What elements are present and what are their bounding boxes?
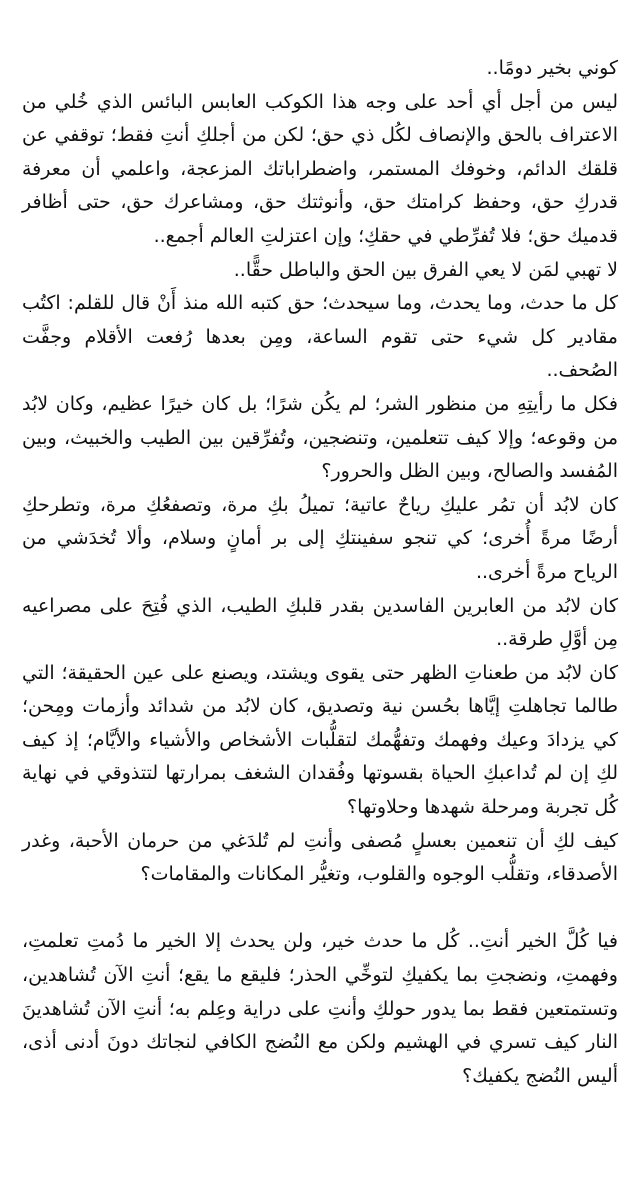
paragraph-truth: لا تهبي لمَن لا يعي الفرق بين الحق والباطل حقًّا..	[233, 258, 618, 281]
paragraph-closing: فيا كُلَّ الخير أنتِ.. كُل ما حدث خير، ولن يحدث إلا الخير ما دُمتِ تعلمتِ، وفهمتِ، ونضجتِ بما يكفيكِ لتوخِّي الحذر؛ فليقع ما يقع؛ أنتِ الآن تُشاهدين، وتستمتعين فقط بما يدور حولكِ وأنتِ على دراية وعِلم به؛ أنتِ الآن تُشاهدينَ النار كيف تسري في الهشيم ولكن مع النُضج الكافي لنجاتك دونَ أدنى أذى، أليس النُضج يكفيك؟	[22, 930, 618, 1087]
paragraph-passersby: كان لابُد من العابرين الفاسدين بقدر قلبكِ الطيب، الذي فُتِحَ على مصراعيه مِن أوَّلِ طرقة..	[22, 594, 618, 651]
paragraph-winds: كان لابُد أن تمُر عليكِ رياحٌ عاتية؛ تميلُ بكِ مرة، وتصفعُكِ مرة، وتطرحكِ أرضًا مرةً أُخرى؛ كي تنجو سفينتكِ إلى بر أمانٍ وسلام، وألا تُخدَشي من الرياح مرةً أخرى..	[22, 493, 618, 583]
paragraph-destiny: كل ما حدث، وما يحدث، وما سيحدث؛ حق كتبه الله منذ أَنْ قال للقلم: اكتُب مقادير كل شيء حتى تقوم الساعة، ومِن بعدها رُفعت الأقلام وجفَّت الصُحف..	[22, 292, 618, 382]
paragraph-opening: كوني بخير دومًا..	[486, 57, 618, 79]
paragraph-good-in-evil: فكل ما رأيتِهِ من منظور الشر؛ لم يكُن شرًا؛ بل كان خيرًا عظيم، وكان لابُد من وقوعه؛ وإلا كيف تتعلمين، وتنضجين، وتُفرِّقين بين الطيب والخبيث، وبين المُفسد والصالح، وبين الظل والحرور؟	[22, 392, 618, 483]
blank-line	[22, 892, 618, 926]
paragraph-honey: كيف لكِ أن تنعمين بعسلٍ مُصفى وأنتِ لم تُلدَغي من حرمان الأحبة، وغدر الأصدقاء، وتقلُّب الوجوه والقلوب، وتغيُّر المكانات والمقامات؟	[22, 829, 618, 886]
paragraph-hardships: كان لابُد من طعناتِ الظهر حتى يقوى ويشتد، ويصنع على عين الحقيقة؛ التي طالما تجاهلتِ إيَّاها بحُسن نية وتصديق، كان لابُد من شدائد وأزمات ومِحن؛ كي يزدادَ وعيك وفهمك وتفهُّمك لتقلُّبات الأشخاص والأشياء والأيَّام؛ إذ كيف لكِ إن لم تُداعبكِ الحياة بقسوتها وفُقدان الشغف بمرارتها لتتذوقي في نهاية كُل تجربة ومرحلة شهدها وحلاوتها؟	[22, 661, 618, 819]
paragraph-rights: ليس من أجل أي أحد على وجه هذا الكوكب العابس البائس الذي خُلي من الاعتراف بالحق والإنصاف لكُل ذي حق؛ لكن من أجلكِ أنتِ فقط؛ توقفي عن قلقك الدائم، وخوفك المستمر، واضطراباتك المزعجة، واعلمي أن معرفة قدركِ حق، وحفظ كرامتك حق، وأنوثتك حق، ومشاعرك حق، حتى أظافر قدميك حق؛ فلا تُفرِّطي في حقكِ؛ وإن اعتزلتِ العالم أجمع..	[22, 90, 618, 247]
